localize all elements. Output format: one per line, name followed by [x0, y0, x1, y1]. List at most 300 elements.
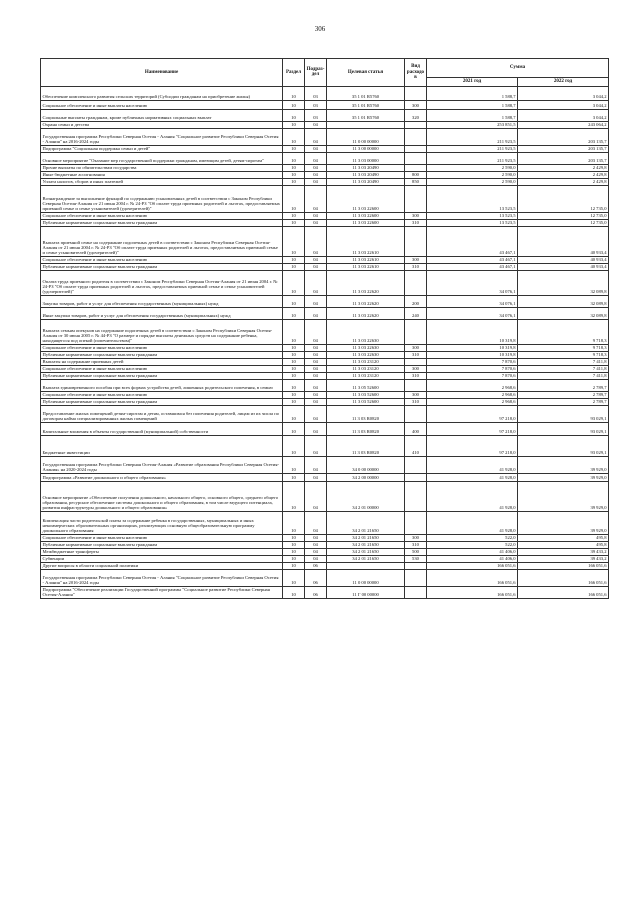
row-target: 11 3 03 52600	[327, 392, 405, 399]
row-sum-2022: 39 929,0	[518, 474, 609, 482]
table-row	[41, 257, 609, 264]
row-target	[327, 563, 405, 570]
table-row	[41, 474, 609, 482]
row-target: 11 3 03 22630	[327, 345, 405, 352]
row-target: 11 3 03 R0820	[327, 423, 405, 436]
row-sum-2022: 203 135,7	[518, 146, 609, 153]
row-name: Прочие выплаты по обязательствам государства	[41, 165, 283, 172]
row-sum-2022: 39 929,0	[518, 457, 609, 474]
row-section: 10	[283, 227, 305, 257]
row-name: Публичные нормативные социальные выплаты гражданам	[41, 352, 283, 359]
row-section: 10	[283, 213, 305, 220]
header-sum: Сумма	[427, 59, 609, 78]
row-sum-2022: 40 933,4	[518, 264, 609, 271]
row-target: 34 2 00 00000	[327, 474, 405, 482]
row-expense-type	[405, 186, 427, 213]
row-name: Закупка товаров, работ и услуг для обеспечения государственных (муниципальных) нужд	[41, 296, 283, 308]
row-name: Государственная программа Республики Северная Осетия - Алания "Социальное развитие Республики Северная Осетия - Алания" на 2016-2024 годы	[41, 129, 283, 146]
row-sum-2022: 9 718,3	[518, 345, 609, 352]
row-name: Публичные нормативные социальные выплаты гражданам	[41, 373, 283, 380]
row-subsection: 04	[305, 392, 327, 399]
table-row	[41, 186, 609, 213]
table-row	[41, 406, 609, 423]
row-subsection: 04	[305, 220, 327, 227]
row-target: 11 3 03 52600	[327, 399, 405, 406]
table-row	[41, 220, 609, 227]
row-name: Основное мероприятие «Обеспечение получения дошкольного, начального общего, основного общего, среднего общего образования, ресурсное обеспечение системы дошкольного и общего образования, в том числе ведущего потенциала, развития инфраструктуры дошкольного и общего образования»	[41, 482, 283, 512]
row-target: 35 1 01 R5760	[327, 87, 405, 101]
row-section: 10	[283, 423, 305, 436]
row-subsection: 04	[305, 129, 327, 146]
table-row	[41, 549, 609, 556]
row-sum-2021: 166 051,6	[427, 587, 518, 599]
row-target: 11 3 03 22630	[327, 320, 405, 345]
row-sum-2022: 166 051,6	[518, 570, 609, 587]
row-target: 35 1 01 R5760	[327, 110, 405, 122]
header-target: Целевая статья	[327, 59, 405, 87]
table-row	[41, 392, 609, 399]
row-sum-2022: 243 064,2	[518, 122, 609, 129]
row-sum-2022: 12 735,0	[518, 186, 609, 213]
row-section: 10	[283, 436, 305, 457]
row-subsection: 06	[305, 563, 327, 570]
row-sum-2021: 253 851,5	[427, 122, 518, 129]
table-row	[41, 129, 609, 146]
row-section: 10	[283, 264, 305, 271]
header-expense-type: Вид расходов	[405, 59, 427, 87]
table-row	[41, 436, 609, 457]
row-sum-2021: 43 467,1	[427, 257, 518, 264]
table-row	[41, 179, 609, 186]
row-target: 34 2 01 21650	[327, 512, 405, 535]
row-sum-2021: 2 590,0	[427, 172, 518, 179]
row-name: Другие вопросы в области социальной политики	[41, 563, 283, 570]
table-row	[41, 153, 609, 165]
row-expense-type: 300	[405, 535, 427, 542]
row-sum-2021: 522,0	[427, 542, 518, 549]
row-section: 10	[283, 165, 305, 172]
row-sum-2021: 43 467,1	[427, 227, 518, 257]
row-subsection: 04	[305, 264, 327, 271]
row-section: 10	[283, 129, 305, 146]
row-expense-type: 240	[405, 308, 427, 320]
row-sum-2021: 41 928,0	[427, 457, 518, 474]
row-expense-type	[405, 153, 427, 165]
row-target: 11 3 03 22600	[327, 213, 405, 220]
row-name: Вознаграждение за выполнение функций по содержанию усыновленных детей в соответствии с Законом Республики Северная Осетия-Алания от 21 июня 2004 г. № 24-РЗ "Об оплате труда приемных родителей и льготах, предоставляемых приемной семье и семье усыновителей (удочерителей)"	[41, 186, 283, 213]
row-sum-2022: 203 135,7	[518, 153, 609, 165]
row-name: Социальное обеспечение и иные выплаты населению	[41, 101, 283, 110]
row-target: 11 3 03 22630	[327, 352, 405, 359]
row-name: Подпрограмма "Социальная поддержка семьи и детей"	[41, 146, 283, 153]
header-section: Раздел	[283, 59, 305, 87]
row-section: 10	[283, 153, 305, 165]
row-sum-2021: 2 968,6	[427, 399, 518, 406]
row-sum-2022: 39 929,0	[518, 512, 609, 535]
row-sum-2022: 2 429,8	[518, 165, 609, 172]
table-row	[41, 172, 609, 179]
row-subsection: 04	[305, 257, 327, 264]
row-sum-2021: 7 870,6	[427, 373, 518, 380]
table-row	[41, 227, 609, 257]
row-subsection: 03	[305, 87, 327, 101]
row-subsection: 04	[305, 406, 327, 423]
row-section: 10	[283, 257, 305, 264]
row-sum-2022: 2 429,8	[518, 179, 609, 186]
header-year-2022: 2022 год	[518, 78, 609, 87]
row-name: Социальное обеспечение и иные выплаты населению	[41, 366, 283, 373]
row-sum-2022: 39 433,2	[518, 549, 609, 556]
row-subsection: 04	[305, 474, 327, 482]
row-name: Подпрограмма «Развитие дошкольного и общего образования»	[41, 474, 283, 482]
row-section: 10	[283, 406, 305, 423]
row-subsection: 04	[305, 556, 327, 563]
row-subsection: 04	[305, 271, 327, 296]
row-subsection: 04	[305, 296, 327, 308]
row-name: Подпрограмма "Обеспечение реализации Государственной программы "Социальное развитие Республики Северная Осетия-Алания"	[41, 587, 283, 599]
row-name: Обеспечение комплексного развития сельских территорий (Субсидии гражданам на приобретение жилья)	[41, 87, 283, 101]
row-target: 11 3 03 22620	[327, 271, 405, 296]
row-expense-type: 310	[405, 220, 427, 227]
row-sum-2022: 2 789,7	[518, 392, 609, 399]
row-name: Капитальные вложения в объекты государственной (муниципальной) собственности	[41, 423, 283, 436]
row-sum-2021: 1 588,7	[427, 87, 518, 101]
row-expense-type: 300	[405, 345, 427, 352]
row-target: 11 3 03 23120	[327, 359, 405, 366]
table-row	[41, 213, 609, 220]
row-sum-2021: 41 928,0	[427, 482, 518, 512]
row-subsection: 04	[305, 213, 327, 220]
row-sum-2021: 2 968,6	[427, 392, 518, 399]
row-name: Выплата семьям опекунов на содержание подопечных детей в соответствии с Законом Республики Северная Осетия-Алания от 30 июня 2005 г. № 44-РЗ "О размере и порядке выплаты денежных средств на содержание ребенка, находящегося под опекой (попечительством)"	[41, 320, 283, 345]
row-name: Выплата единовременного пособия при всех формах устройства детей, лишенных родительского попечения, в семью	[41, 380, 283, 392]
row-expense-type	[405, 563, 427, 570]
row-target: 11 3 03 00000	[327, 153, 405, 165]
row-subsection: 04	[305, 308, 327, 320]
header-year-2021: 2021 год	[427, 78, 518, 87]
table-row	[41, 570, 609, 587]
row-subsection: 04	[305, 436, 327, 457]
row-section: 10	[283, 220, 305, 227]
row-section: 10	[283, 271, 305, 296]
row-section: 10	[283, 87, 305, 101]
row-sum-2021: 43 467,1	[427, 264, 518, 271]
row-section: 10	[283, 542, 305, 549]
row-expense-type: 300	[405, 257, 427, 264]
row-section: 10	[283, 122, 305, 129]
table-row	[41, 373, 609, 380]
table-row	[41, 556, 609, 563]
row-sum-2022: 7 411,8	[518, 373, 609, 380]
row-subsection: 04	[305, 165, 327, 172]
row-subsection: 04	[305, 366, 327, 373]
row-sum-2021: 10 319,8	[427, 345, 518, 352]
row-target: 11 3 03 20490	[327, 172, 405, 179]
row-sum-2021: 34 076,1	[427, 271, 518, 296]
row-section: 10	[283, 296, 305, 308]
row-section: 10	[283, 512, 305, 535]
row-section: 10	[283, 179, 305, 186]
table-row	[41, 587, 609, 599]
row-section: 10	[283, 172, 305, 179]
row-name: Выплата приемной семье на содержание подопечных детей в соответствии с Законом Республики Северная Осетия-Алания от 21 июня 2004 г. № 24-РЗ "Об оплате труда приемных родителей и льготах, предоставляемых приемной семье и семье усыновителей (удочерителей)"	[41, 227, 283, 257]
row-target: 11 3 03 R0820	[327, 406, 405, 423]
row-section: 10	[283, 380, 305, 392]
row-sum-2022: 40 933,4	[518, 257, 609, 264]
row-name: Оплата труда приемного родителя в соответствии с Законом Республики Северная Осетия-Алания от 21 июня 2004 г. № 24-РЗ "Об оплате труда приемных родителей и льготах, предоставляемых приемной семье и семье усыновителей (удочерителей)"	[41, 271, 283, 296]
row-expense-type: 310	[405, 399, 427, 406]
row-sum-2022: 39 433,2	[518, 556, 609, 563]
table-row	[41, 101, 609, 110]
row-sum-2021: 41 928,0	[427, 512, 518, 535]
row-name: Социальное обеспечение и иные выплаты населению	[41, 535, 283, 542]
row-name: Уплата налогов, сборов и иных платежей	[41, 179, 283, 186]
row-sum-2022: 2 789,7	[518, 380, 609, 392]
row-expense-type: 310	[405, 264, 427, 271]
row-target: 11 3 05 52600	[327, 380, 405, 392]
row-name: Субвенции	[41, 556, 283, 563]
row-expense-type: 300	[405, 366, 427, 373]
row-subsection: 04	[305, 320, 327, 345]
row-subsection: 04	[305, 535, 327, 542]
row-sum-2021: 34 076,1	[427, 308, 518, 320]
row-expense-type	[405, 146, 427, 153]
table-row	[41, 345, 609, 352]
row-target: 11 3 03 20490	[327, 165, 405, 172]
row-expense-type: 320	[405, 110, 427, 122]
row-name: Выплаты на содержание приемных детей	[41, 359, 283, 366]
row-section: 10	[283, 359, 305, 366]
row-sum-2021: 97 218,0	[427, 406, 518, 423]
row-section: 10	[283, 556, 305, 563]
row-sum-2022: 166 051,6	[518, 563, 609, 570]
row-sum-2021: 41 406,0	[427, 556, 518, 563]
row-sum-2022: 12 735,0	[518, 213, 609, 220]
row-subsection: 04	[305, 399, 327, 406]
row-sum-2021: 211 923,5	[427, 129, 518, 146]
row-expense-type: 300	[405, 213, 427, 220]
row-sum-2022: 3 044,2	[518, 87, 609, 101]
row-sum-2021: 41 928,0	[427, 474, 518, 482]
row-sum-2021: 1 588,7	[427, 101, 518, 110]
table-body	[41, 87, 609, 599]
row-subsection: 04	[305, 172, 327, 179]
row-sum-2022: 93 029,1	[518, 423, 609, 436]
row-section: 10	[283, 186, 305, 213]
table-row	[41, 165, 609, 172]
row-expense-type	[405, 482, 427, 512]
row-target: 34 2 01 21650	[327, 549, 405, 556]
row-name: Социальное обеспечение и иные выплаты населению	[41, 257, 283, 264]
table-row	[41, 482, 609, 512]
row-expense-type	[405, 570, 427, 587]
row-expense-type	[405, 359, 427, 366]
row-section: 10	[283, 399, 305, 406]
row-sum-2021: 166 051,6	[427, 563, 518, 570]
row-name: Социальные выплаты гражданам, кроме публичных нормативных социальных выплат	[41, 110, 283, 122]
row-section: 10	[283, 366, 305, 373]
row-subsection: 04	[305, 423, 327, 436]
row-target: 11 0 00 00000	[327, 570, 405, 587]
row-name: Социальное обеспечение и иные выплаты населению	[41, 345, 283, 352]
row-sum-2022: 3 044,2	[518, 101, 609, 110]
row-sum-2021: 211 923,5	[427, 146, 518, 153]
row-subsection: 04	[305, 179, 327, 186]
table-row	[41, 271, 609, 296]
table-row	[41, 535, 609, 542]
table-row	[41, 366, 609, 373]
row-expense-type	[405, 227, 427, 257]
row-sum-2021: 10 319,8	[427, 352, 518, 359]
row-sum-2021: 166 051,6	[427, 570, 518, 587]
row-expense-type	[405, 512, 427, 535]
row-subsection: 04	[305, 227, 327, 257]
table-row	[41, 122, 609, 129]
row-sum-2021: 1 588,7	[427, 110, 518, 122]
row-expense-type: 850	[405, 179, 427, 186]
row-sum-2022: 32 089,8	[518, 308, 609, 320]
table-row	[41, 87, 609, 101]
row-target: 11 3 03 R0820	[327, 436, 405, 457]
row-expense-type	[405, 587, 427, 599]
row-subsection: 03	[305, 110, 327, 122]
table-row	[41, 320, 609, 345]
row-sum-2022: 93 029,1	[518, 406, 609, 423]
row-sum-2022: 12 735,0	[518, 220, 609, 227]
row-sum-2022: 2 789,7	[518, 399, 609, 406]
row-sum-2022: 495,8	[518, 535, 609, 542]
row-subsection: 06	[305, 570, 327, 587]
row-name: Публичные нормативные социальные выплаты гражданам	[41, 264, 283, 271]
row-target: 34 2 01 00000	[327, 482, 405, 512]
row-name: Иные бюджетные ассигнования	[41, 172, 283, 179]
row-sum-2021: 2 590,0	[427, 179, 518, 186]
row-expense-type	[405, 129, 427, 146]
row-sum-2022: 203 135,7	[518, 129, 609, 146]
row-name: Бюджетные инвестиции	[41, 436, 283, 457]
row-name: Государственная программа Республики Северная Осетия - Алания "Социальное развитие Республики Северная Осетия - Алания" на 2016-2024 годы	[41, 570, 283, 587]
row-name: Публичные нормативные социальные выплаты гражданам	[41, 220, 283, 227]
row-name: Охрана семьи и детства	[41, 122, 283, 129]
row-subsection: 04	[305, 549, 327, 556]
table-row	[41, 110, 609, 122]
row-expense-type	[405, 457, 427, 474]
row-sum-2021: 13 523,5	[427, 186, 518, 213]
row-section: 10	[283, 457, 305, 474]
row-expense-type: 500	[405, 549, 427, 556]
row-sum-2022: 166 051,6	[518, 587, 609, 599]
row-name: Иные закупки товаров, работ и услуг для обеспечения государственных (муниципальных) нужд	[41, 308, 283, 320]
row-sum-2021: 522,0	[427, 535, 518, 542]
row-section: 10	[283, 352, 305, 359]
row-target: 11 3 03 22600	[327, 186, 405, 213]
row-expense-type: 200	[405, 296, 427, 308]
table-row	[41, 457, 609, 474]
row-expense-type: 800	[405, 172, 427, 179]
row-section: 10	[283, 570, 305, 587]
row-subsection: 04	[305, 153, 327, 165]
row-expense-type: 410	[405, 436, 427, 457]
row-sum-2022: 7 411,8	[518, 366, 609, 373]
row-sum-2021: 7 870,6	[427, 359, 518, 366]
table-row	[41, 359, 609, 366]
row-sum-2022: 40 933,4	[518, 227, 609, 257]
row-target: 11 3 03 22610	[327, 257, 405, 264]
row-sum-2022: 3 044,2	[518, 110, 609, 122]
row-expense-type	[405, 271, 427, 296]
table-row	[41, 423, 609, 436]
row-target: 11 3 00 00000	[327, 146, 405, 153]
row-sum-2021: 13 523,5	[427, 220, 518, 227]
table-row	[41, 542, 609, 549]
row-sum-2021: 34 076,1	[427, 296, 518, 308]
row-target	[327, 122, 405, 129]
row-subsection: 04	[305, 482, 327, 512]
row-section: 10	[283, 587, 305, 599]
row-name: Социальное обеспечение и иные выплаты населению	[41, 213, 283, 220]
row-sum-2021: 7 870,6	[427, 366, 518, 373]
row-sum-2022: 495,8	[518, 542, 609, 549]
row-subsection: 04	[305, 122, 327, 129]
row-subsection: 04	[305, 512, 327, 535]
row-name: Публичные нормативные социальные выплаты гражданам	[41, 542, 283, 549]
page-number: 306	[314, 25, 326, 33]
row-expense-type	[405, 474, 427, 482]
row-section: 10	[283, 535, 305, 542]
row-target: 11 3 03 23120	[327, 366, 405, 373]
row-sum-2022: 39 929,0	[518, 482, 609, 512]
row-sum-2022: 9 718,3	[518, 352, 609, 359]
row-sum-2022: 9 718,3	[518, 320, 609, 345]
row-sum-2021: 2 590,0	[427, 165, 518, 172]
row-sum-2022: 7 411,8	[518, 359, 609, 366]
row-subsection: 06	[305, 587, 327, 599]
row-target: 11 3 03 22600	[327, 220, 405, 227]
row-target: 11 3 03 20490	[327, 179, 405, 186]
row-expense-type	[405, 380, 427, 392]
row-section: 10	[283, 320, 305, 345]
row-subsection: 04	[305, 146, 327, 153]
table-row	[41, 264, 609, 271]
row-target: 11 Г 00 00000	[327, 587, 405, 599]
row-expense-type	[405, 320, 427, 345]
row-subsection: 04	[305, 380, 327, 392]
row-sum-2021: 41 406,0	[427, 549, 518, 556]
row-name: Публичные нормативные социальные выплаты гражданам	[41, 399, 283, 406]
row-expense-type: 300	[405, 101, 427, 110]
row-target: 34 2 01 21650	[327, 542, 405, 549]
row-section: 10	[283, 101, 305, 110]
budget-table	[40, 58, 609, 599]
table-row	[41, 308, 609, 320]
row-expense-type	[405, 87, 427, 101]
header-subsection: Подраз-дел	[305, 59, 327, 87]
row-target: 34 2 01 21650	[327, 535, 405, 542]
row-name: Государственная программа Республики Северная Осетия-Алания «Развитие образования Республики Северная Осетия-Алания» на 2020-2024 годы	[41, 457, 283, 474]
row-subsection: 03	[305, 101, 327, 110]
row-section: 10	[283, 345, 305, 352]
row-section: 10	[283, 373, 305, 380]
row-section: 10	[283, 392, 305, 399]
row-sum-2022: 32 089,8	[518, 296, 609, 308]
row-section: 10	[283, 563, 305, 570]
row-target: 11 3 03 22610	[327, 227, 405, 257]
row-name: Социальное обеспечение и иные выплаты населению	[41, 392, 283, 399]
row-section: 10	[283, 110, 305, 122]
row-sum-2022: 2 429,8	[518, 172, 609, 179]
table-row	[41, 563, 609, 570]
row-sum-2022: 93 029,1	[518, 436, 609, 457]
